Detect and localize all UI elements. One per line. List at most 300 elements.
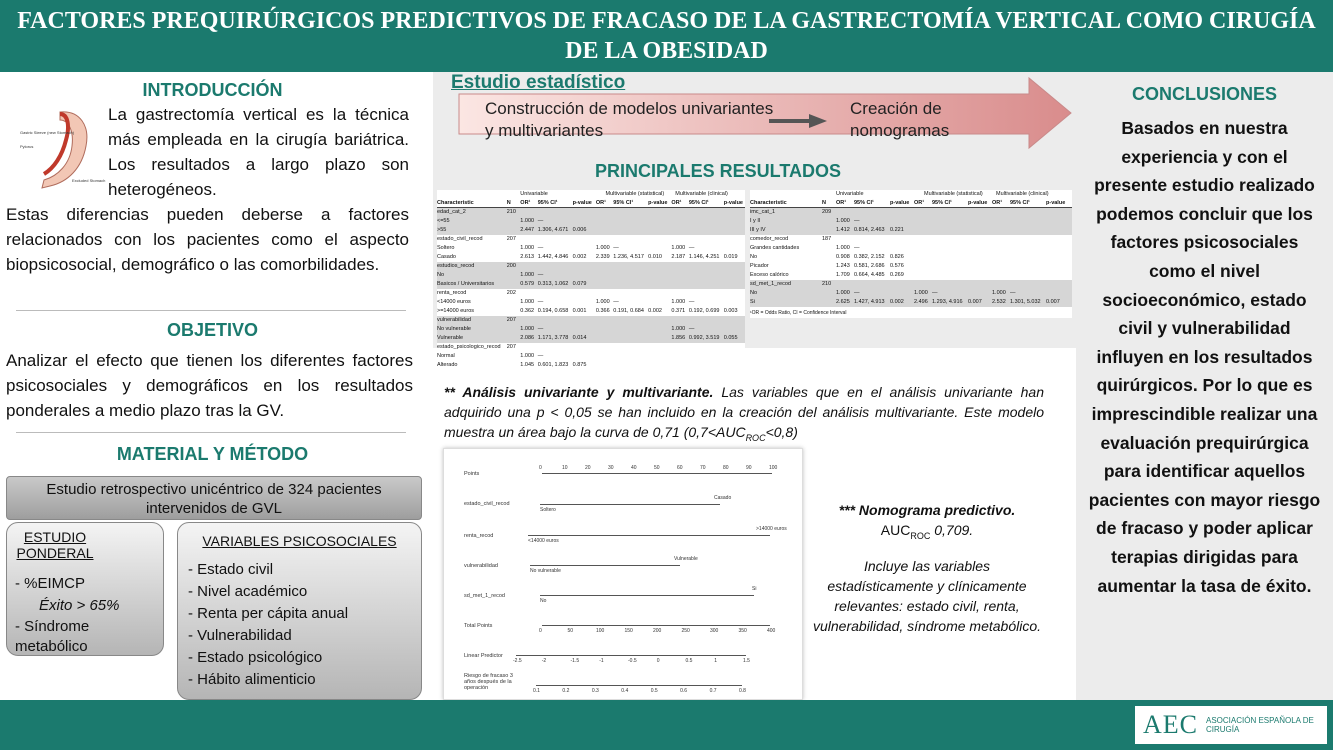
- analysis-note: [444, 382, 1044, 448]
- table-cell: [573, 352, 596, 361]
- table-cell: [914, 262, 932, 271]
- ponderal-item: - Síndrome metabólico: [15, 618, 90, 655]
- table-cell: [573, 271, 596, 280]
- table-cell: [538, 208, 573, 217]
- nomo-tick-label: -1: [599, 658, 604, 664]
- aec-logo: [1135, 706, 1327, 744]
- table-cell: 1.000: [992, 290, 1006, 296]
- table-cell: 0.014: [572, 335, 587, 341]
- table-header-cell: 95% CI¹: [932, 200, 952, 206]
- nomo-tick-label: 80: [723, 465, 729, 471]
- analysis-sub: ROC: [745, 432, 766, 443]
- table-row: [437, 343, 745, 352]
- nomo-tick-label: 0: [539, 628, 542, 634]
- figure-label-pylorus: Pylorus: [20, 144, 34, 149]
- table-cell: 0.002: [890, 299, 904, 305]
- estado-civil-axis: [540, 504, 720, 505]
- table-row: [750, 289, 1072, 298]
- table-cell: [932, 253, 968, 262]
- table-cell: [1010, 262, 1046, 271]
- table-cell: 0.362: [520, 308, 535, 314]
- table-cell: [596, 235, 613, 244]
- nomo-tick-label: 50: [654, 465, 660, 471]
- table-cell: [1046, 262, 1068, 271]
- table-cell: [932, 235, 968, 244]
- table-cell: [968, 208, 992, 217]
- table-header-cell: p-value: [1046, 200, 1066, 206]
- table-header-cell: OR¹: [595, 200, 606, 206]
- nomo-tick-label: 0.4: [621, 688, 629, 694]
- table-cell: [932, 226, 968, 235]
- table-cell: [671, 289, 688, 298]
- table-cell: 0.055: [723, 335, 738, 341]
- nomo-auc-sub: ROC: [910, 530, 931, 541]
- table-cell: Si: [750, 299, 755, 305]
- table-cell: [596, 208, 613, 217]
- table-row: [750, 217, 1072, 226]
- table-cell: [822, 226, 836, 235]
- table-cell: >=14000 euros: [437, 308, 475, 314]
- table-cell: —: [688, 299, 695, 305]
- table-cell: [1010, 208, 1046, 217]
- table-cell: [613, 226, 648, 235]
- table-cell: [538, 235, 573, 244]
- table-cell: [648, 334, 671, 343]
- table-cell: [968, 235, 992, 244]
- nomo-tick-label: 10: [562, 465, 568, 471]
- table-cell: <14000 euros: [437, 299, 471, 305]
- table-cell: [507, 280, 521, 289]
- table-row: [437, 361, 745, 370]
- table-cell: Alterado: [437, 362, 458, 368]
- table-cell: [968, 244, 992, 253]
- ponderal-title: ESTUDIO PONDERAL: [16, 529, 94, 561]
- table-row: [437, 244, 745, 253]
- table-header-cell: Characteristic: [750, 200, 787, 206]
- nomo-row-label: Riesgo de fracaso 3 años después de la operación: [464, 673, 513, 691]
- table-cell: 0.313, 1.062: [537, 281, 569, 287]
- conclusions-text: Basados en nuestra experiencia y con el presente estudio realizado podemos concluir que los factores psicosociales como el nivel socioeconómico, estado civil y vulnerabilidad influyen en los resultados quirúrgicos. Por lo que es imprescindible realizar una evaluación prequirúrgica para identificar aquellos pacientes con mayor riesgo de fracaso y poder aplicar terapias dirigidas para aumentar la tasa de éxito.: [1088, 118, 1321, 596]
- table-cell: —: [854, 218, 860, 224]
- table-header-cell: OR¹: [520, 200, 531, 206]
- table-cell: 2.613: [520, 254, 535, 260]
- table-cell: [836, 235, 854, 244]
- ponderal-item: - %EIMCP: [15, 575, 86, 592]
- table-cell: [1010, 280, 1046, 289]
- table-cell: [1010, 217, 1046, 226]
- figure-label-excluded: Excluded Stomach: [72, 178, 106, 183]
- table-cell: [854, 208, 890, 217]
- table-cell: [1046, 280, 1068, 289]
- table-cell: [914, 253, 932, 262]
- table-cell: 2.187: [671, 254, 686, 260]
- table-cell: estado_civil_recod: [437, 236, 483, 242]
- table-cell: [968, 271, 992, 280]
- table-header-row: [750, 199, 1072, 208]
- table-cell: No: [750, 254, 758, 260]
- table-cell: [1046, 244, 1068, 253]
- table-cell: [689, 352, 724, 361]
- table-cell: [671, 352, 688, 361]
- nomo-row-label: sd_met_1_recod: [464, 593, 505, 599]
- table-cell: 0.010: [648, 254, 662, 260]
- table-cell: 1.709: [836, 272, 850, 278]
- table-cell: [648, 262, 671, 271]
- table-cell: [724, 298, 745, 307]
- table-cell: 0.007: [968, 299, 982, 305]
- table-cell: 2.086: [520, 335, 535, 341]
- table-cell: 1.000: [520, 326, 535, 332]
- table-cell: No vulnerable: [437, 326, 471, 332]
- stomach-illustration: [20, 106, 106, 194]
- table-cell: [689, 235, 724, 244]
- nomo-tick-label: -1.5: [570, 658, 580, 664]
- table-cell: 1.000: [671, 326, 686, 332]
- table-cell: [520, 235, 537, 244]
- figure-label-sleeve: Gastric Sleeve (new Stomach): [20, 130, 75, 135]
- table-cell: 1.000: [914, 290, 928, 296]
- table-row: [437, 280, 745, 289]
- table-cell: [1046, 235, 1068, 244]
- table-cell: 0.576: [890, 263, 904, 269]
- table-cell: [689, 289, 724, 298]
- nomogram-caption: [812, 500, 1042, 636]
- table-cell: 1.000: [595, 245, 610, 251]
- table-cell: —: [537, 353, 544, 359]
- table-cell: [854, 235, 890, 244]
- table-cell: [724, 262, 745, 271]
- table-cell: 0.908: [836, 254, 850, 260]
- table-cell: [648, 298, 671, 307]
- table-cell: [573, 316, 596, 325]
- table-cell: 0.875: [572, 362, 587, 368]
- table-cell: [724, 217, 745, 226]
- table-cell: [648, 343, 671, 352]
- table-cell: comedor_recod: [750, 236, 789, 242]
- table-cell: [890, 217, 914, 226]
- nomo-row-label: Linear Predictor: [464, 653, 503, 659]
- table-cell: 0.826: [890, 254, 904, 260]
- table-cell: [914, 271, 932, 280]
- table-cell: [613, 217, 648, 226]
- table-cell: [914, 208, 932, 217]
- table-cell: [822, 217, 836, 226]
- nomo-tick-label: 0.6: [680, 688, 688, 694]
- table-cell: [613, 343, 648, 352]
- nomo-tick-label: 0.7: [709, 688, 717, 694]
- nomo-tick-label: 400: [767, 628, 776, 634]
- footer-bar: [0, 700, 1333, 750]
- table-cell: [648, 271, 671, 280]
- table-cell: [538, 316, 573, 325]
- table-header-cell: OR¹: [992, 200, 1003, 206]
- table-cell: [613, 316, 648, 325]
- table-cell: 1.000: [836, 245, 850, 251]
- table-cell: [613, 325, 648, 334]
- nomo-tick-label: 1.5: [743, 658, 750, 664]
- table-cell: [520, 208, 537, 217]
- table-cell: [992, 271, 1010, 280]
- table-cell: 1.000: [520, 299, 535, 305]
- table-cell: [573, 208, 596, 217]
- nomo-tick-label: 20: [585, 465, 591, 471]
- table-cell: [648, 235, 671, 244]
- table-cell: [671, 316, 688, 325]
- table-cell: 1.000: [595, 299, 610, 305]
- table-cell: —: [854, 290, 860, 296]
- table-footnote: ¹OR = Odds Ratio, CI = Confidence Interval: [750, 310, 847, 316]
- table-group-header: Univariable Multivariable (statistical) Multivariable (clinical): [836, 191, 1049, 197]
- table-cell: [613, 271, 648, 280]
- table-cell: [1046, 253, 1068, 262]
- table-cell: [914, 235, 932, 244]
- nomo-tick-label: 1: [714, 658, 718, 664]
- table-header-cell: Characteristic: [437, 200, 474, 206]
- table-cell: [932, 280, 968, 289]
- table-cell: 0.192, 0.699: [688, 308, 720, 314]
- table-cell: [671, 235, 688, 244]
- table-cell: [822, 262, 836, 271]
- table-cell: [671, 262, 688, 271]
- table-cell: >55: [437, 227, 447, 233]
- nomo-row-label: Total Points: [464, 623, 493, 629]
- table-cell: [992, 217, 1010, 226]
- table-cell: 1.045: [520, 362, 535, 368]
- table-cell: 0.007: [1046, 299, 1060, 305]
- table-cell: —: [537, 326, 544, 332]
- table-cell: [914, 226, 932, 235]
- divider: [16, 310, 406, 311]
- nomo-row-label: estado_civil_recod: [464, 501, 510, 507]
- table-cell: [613, 289, 648, 298]
- table-cell: Normal: [437, 353, 455, 359]
- level-label: No: [540, 598, 547, 604]
- table-cell: 0.019: [723, 254, 738, 260]
- table-cell: [836, 208, 854, 217]
- table-cell: [724, 325, 745, 334]
- table-cell: 1.243: [836, 263, 850, 269]
- table-cell: [914, 244, 932, 253]
- level-label: Vulnerable: [674, 556, 698, 562]
- table-cell: [520, 343, 537, 352]
- table-cell: [596, 280, 613, 289]
- intro-paragraph-2: Estas diferencias pueden deberse a factores relacionados con los pacientes como el aspecto biopsicosocial, demográfico o las comorbilidades.: [6, 205, 409, 274]
- poster-title: FACTORES PREQUIRÚRGICOS PREDICTIVOS DE FRACASO DE LA GASTRECTOMÍA VERTICAL COMO CIRUGÍA DE LA OBESIDAD: [0, 0, 1333, 72]
- nomo-caption-title: *** Nomograma predictivo.: [838, 502, 1016, 518]
- table-row: [437, 298, 745, 307]
- table-cell: [507, 271, 521, 280]
- table-row: [750, 235, 1072, 244]
- objetivo-title: OBJETIVO: [166, 320, 259, 340]
- table-cell: 0.221: [890, 227, 904, 233]
- table-cell: Grandes cantidades: [750, 245, 800, 251]
- metodo-title: MATERIAL Y MÉTODO: [116, 444, 309, 464]
- table-cell: [671, 271, 688, 280]
- table-cell: estado_psicologico_recod: [437, 344, 501, 350]
- table-cell: Soltero: [437, 245, 455, 251]
- table-cell: —: [854, 245, 860, 251]
- table-cell: [648, 289, 671, 298]
- nomo-row-label: vulnerabilidad: [464, 563, 498, 569]
- table-cell: [890, 208, 914, 217]
- table-cell: [724, 280, 745, 289]
- table-cell: 0.371: [671, 308, 686, 314]
- nomo-tick-label: 150: [624, 628, 633, 634]
- table-cell: [724, 289, 745, 298]
- table-cell: 187: [822, 236, 832, 242]
- table-cell: [648, 217, 671, 226]
- table-cell: [573, 235, 596, 244]
- table-cell: [822, 298, 836, 307]
- nomo-auc-value: 0,709.: [930, 522, 974, 538]
- table-cell: Picador: [750, 263, 769, 269]
- table-group-header: Univariable Multivariable (statistical) Multivariable (clinical): [520, 191, 728, 197]
- table-cell: [648, 244, 671, 253]
- table-cell: [613, 208, 648, 217]
- results-table-1: [437, 190, 745, 370]
- table-cell: [724, 244, 745, 253]
- table-cell: —: [537, 272, 544, 278]
- table-cell: [724, 361, 745, 370]
- table-row: [750, 262, 1072, 271]
- table-row: [437, 271, 745, 280]
- table-cell: 1.442, 4.846: [537, 254, 569, 260]
- table-row: [750, 226, 1072, 235]
- nomo-tick-label: 30: [608, 465, 614, 471]
- table-cell: [1046, 208, 1068, 217]
- nomo-tick-label: 50: [567, 628, 574, 634]
- table-cell: [914, 217, 932, 226]
- table-cell: No: [750, 290, 758, 296]
- table-cell: [968, 280, 992, 289]
- table-cell: [671, 217, 688, 226]
- table-cell: 0.664, 4.485: [854, 272, 885, 278]
- table-cell: [1010, 226, 1046, 235]
- table-cell: [671, 208, 688, 217]
- level-label: Soltero: [540, 507, 556, 513]
- table-cell: 1.000: [520, 245, 535, 251]
- table-cell: [520, 289, 537, 298]
- table-cell: [992, 253, 1010, 262]
- table-cell: 1.306, 4.671: [537, 227, 569, 233]
- linear-predictor-axis: [516, 655, 746, 656]
- table-cell: [507, 253, 521, 262]
- analysis-lead: ** Análisis univariante y multivariante.: [444, 384, 714, 400]
- table-cell: —: [613, 299, 619, 305]
- table-cell: 202: [506, 290, 516, 296]
- nomo-tick-label: 0: [539, 465, 542, 471]
- table-cell: [689, 280, 724, 289]
- table-cell: [648, 280, 671, 289]
- level-label: Si: [752, 586, 757, 592]
- table-header-cell: 95% CI¹: [537, 200, 558, 206]
- table-cell: [507, 361, 521, 370]
- table-cell: imc_cat_1: [750, 209, 776, 215]
- table-cell: [671, 343, 688, 352]
- table-cell: [596, 352, 613, 361]
- table-cell: 0.006: [572, 227, 587, 233]
- level-label: <14000 euros: [528, 538, 559, 544]
- table-cell: Casado: [437, 254, 456, 260]
- table-cell: [724, 235, 745, 244]
- table-header-cell: p-value: [968, 200, 988, 206]
- results-table-2: [750, 190, 1072, 318]
- renta-axis: [528, 535, 770, 536]
- table-cell: [648, 316, 671, 325]
- psico-item: - Vulnerabilidad: [188, 627, 292, 644]
- table-cell: [689, 226, 724, 235]
- table-header-cell: N: [506, 200, 511, 206]
- table-cell: [932, 271, 968, 280]
- table-cell: [724, 208, 745, 217]
- table-cell: [822, 244, 836, 253]
- table-cell: [689, 262, 724, 271]
- table-header-cell: OR¹: [914, 200, 925, 206]
- table-cell: 1.412: [836, 227, 850, 233]
- table-cell: 0.001: [572, 308, 587, 314]
- table-cell: [1010, 253, 1046, 262]
- table-cell: [596, 325, 613, 334]
- table-cell: 0.814, 2.463: [854, 227, 885, 233]
- step-2-text: Creación de nomogramas: [850, 99, 950, 140]
- nomo-auc: AUC: [880, 522, 911, 538]
- table-cell: [596, 361, 613, 370]
- table-cell: [507, 334, 521, 343]
- table-cell: [724, 226, 745, 235]
- table-cell: sd_met_1_recod: [750, 281, 791, 287]
- nomo-tick-label: 300: [710, 628, 719, 634]
- table-row: [437, 352, 745, 361]
- nomogram: [443, 448, 803, 700]
- table-cell: Basicos / Universitarios: [437, 281, 495, 287]
- table-cell: [890, 280, 914, 289]
- table-cell: 1.301, 5.032: [1010, 299, 1041, 305]
- table-cell: [507, 307, 521, 316]
- objetivo-text: Analizar el efecto que tienen los diferentes factores psicosociales y demográficos en los resultados ponderales a medio plazo tras la GV.: [6, 351, 413, 420]
- vulnerabilidad-axis: [530, 565, 680, 566]
- table-cell: III y IV: [750, 227, 766, 233]
- table-cell: [1010, 244, 1046, 253]
- table-cell: [573, 262, 596, 271]
- table-cell: 0.079: [572, 281, 587, 287]
- table-cell: [596, 316, 613, 325]
- table-header-cell: OR¹: [671, 200, 682, 206]
- nomo-tick-label: 100: [769, 465, 778, 471]
- table-cell: [932, 208, 968, 217]
- ponderal-box: [6, 522, 164, 656]
- table-row: [750, 208, 1072, 217]
- table-cell: [724, 343, 745, 352]
- step-1-text: Construcción de modelos univariantes y multivariantes: [485, 99, 774, 140]
- table-cell: [507, 244, 521, 253]
- table-cell: Exceso calórico: [750, 272, 789, 278]
- table-cell: [520, 316, 537, 325]
- table-cell: 207: [506, 236, 516, 242]
- table-cell: [968, 217, 992, 226]
- table-cell: [968, 289, 992, 298]
- aec-logo-text: ASOCIACIÓN ESPAÑOLA DE CIRUGÍA: [1206, 716, 1314, 734]
- total-points-axis: [542, 625, 770, 626]
- table-cell: 0.191, 0.684: [613, 308, 644, 314]
- nomo-tick-label: 60: [677, 465, 683, 471]
- table-cell: [613, 352, 648, 361]
- table-cell: [1046, 217, 1068, 226]
- table-cell: 200: [506, 263, 516, 269]
- table-row: [437, 289, 745, 298]
- table-cell: 0.002: [648, 308, 662, 314]
- table-cell: [1046, 271, 1068, 280]
- table-cell: 1.000: [520, 218, 535, 224]
